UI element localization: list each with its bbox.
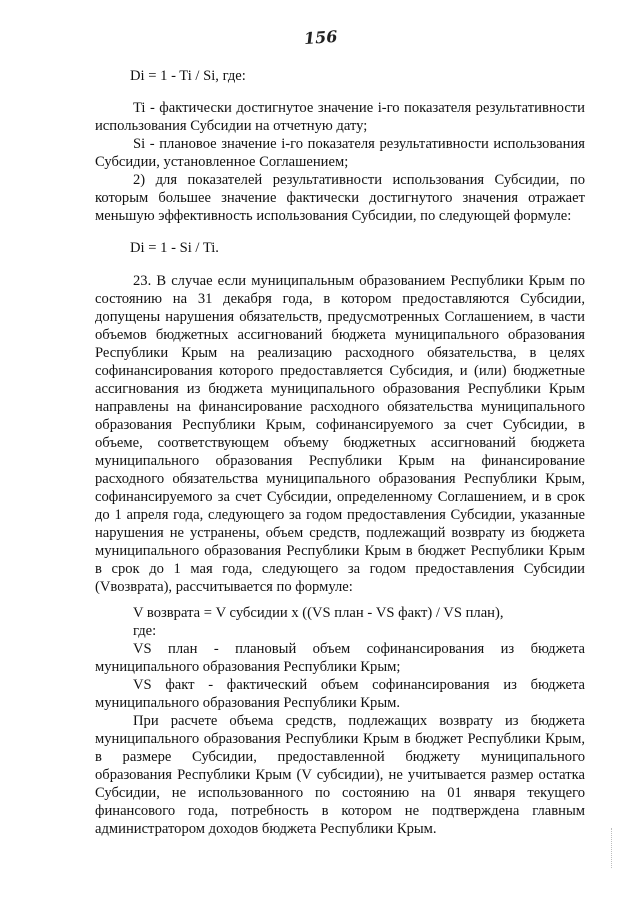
text-line: V возврата = V субсидии x ((VS план - VS факт) / VS план), — [133, 605, 504, 621]
text-line: образования Республики Крым (V субсидии), не учитывается размер остатка — [95, 767, 585, 783]
text-line: в размере Субсидии, предоставленной бюджету муниципального — [95, 749, 585, 765]
page-number: 156 — [303, 26, 339, 49]
text-line: администратором доходов бюджета Республики Крым. — [95, 821, 437, 837]
text-line: объеме, соответствующем объему бюджетных ассигнований бюджета — [95, 435, 585, 451]
text-line: Ti - фактически достигнутое значение i-го показателя результативности — [133, 100, 585, 116]
text-line: софинансируемого за счет Субсидии, определенному Соглашением, и в срок — [95, 489, 585, 505]
text-line: состоянию на 31 декабря года, в котором предоставляются Субсидии, — [95, 291, 585, 307]
text-line: направлены на финансирование расходного обязательства муниципального — [95, 399, 585, 415]
text-line: Республики Крым на реализацию расходного обязательства, в целях — [95, 345, 585, 361]
text-line: Di = 1 - Si / Ti. — [130, 240, 219, 256]
text-line: 2) для показателей результативности использования Субсидии, по — [133, 172, 585, 188]
text-line: муниципального образования Республики Крым. — [95, 695, 401, 711]
text-line: до 1 апреля года, следующего за годом предоставления Субсидии, указанные — [95, 507, 585, 523]
text-line: объемов бюджетных ассигнований бюджета муниципального образования — [95, 327, 585, 343]
text-line: расходного обязательства муниципального образования Республики Крым, — [95, 471, 585, 487]
text-line: которым большее значение фактически достигнутого значения отражает — [95, 190, 585, 206]
text-line: финансового года, потребность в котором не подтверждена главным — [95, 803, 585, 819]
text-line: нарушения не устранены, объем средств, подлежащий возврату из бюджета — [95, 525, 585, 541]
text-line: (Vвозврата), рассчитывается по формуле: — [95, 579, 353, 595]
text-line: допущены нарушения обязательств, предусмотренных Соглашением, в части — [95, 309, 585, 325]
text-line: При расчете объема средств, подлежащих возврату из бюджета — [133, 713, 585, 729]
text-line: Di = 1 - Ti / Si, где: — [130, 68, 246, 84]
text-line: муниципального образования Республики Крым на финансирование — [95, 453, 585, 469]
text-line: образования Республики Крым, софинансируемого за счет Субсидии, в — [95, 417, 585, 433]
text-line: муниципального образования Республики Крым; — [95, 659, 401, 675]
text-line: Субсидии, установленное Соглашением; — [95, 154, 349, 170]
text-line: Si - плановое значение i-го показателя результативности использования — [133, 136, 585, 152]
text-line: муниципального образования Республики Крым в бюджет Республики Крым — [95, 543, 585, 559]
text-line: ассигнования из бюджета муниципального образования Республики Крым — [95, 381, 585, 397]
text-line: муниципального образования Республики Крым в бюджет Республики Крым, — [95, 731, 585, 747]
text-line: 23. В случае если муниципальным образованием Республики Крым по — [133, 273, 585, 289]
text-line: где: — [133, 623, 157, 639]
text-line: меньшую эффективность использования Субсидии, по следующей формуле: — [95, 208, 572, 224]
text-line: софинансирования которого предоставляется Субсидия, и (или) бюджетные — [95, 363, 585, 379]
margin-mark — [611, 828, 613, 868]
text-line: использования Субсидии на отчетную дату; — [95, 118, 368, 134]
text-line: Субсидии, не использованного по состоянию на 01 января текущего — [95, 785, 585, 801]
text-line: VS факт - фактический объем софинансирования из бюджета — [133, 677, 585, 693]
text-line: VS план - плановый объем софинансирования из бюджета — [133, 641, 585, 657]
text-line: в срок до 1 мая года, следующего за годом предоставления Субсидии — [95, 561, 585, 577]
